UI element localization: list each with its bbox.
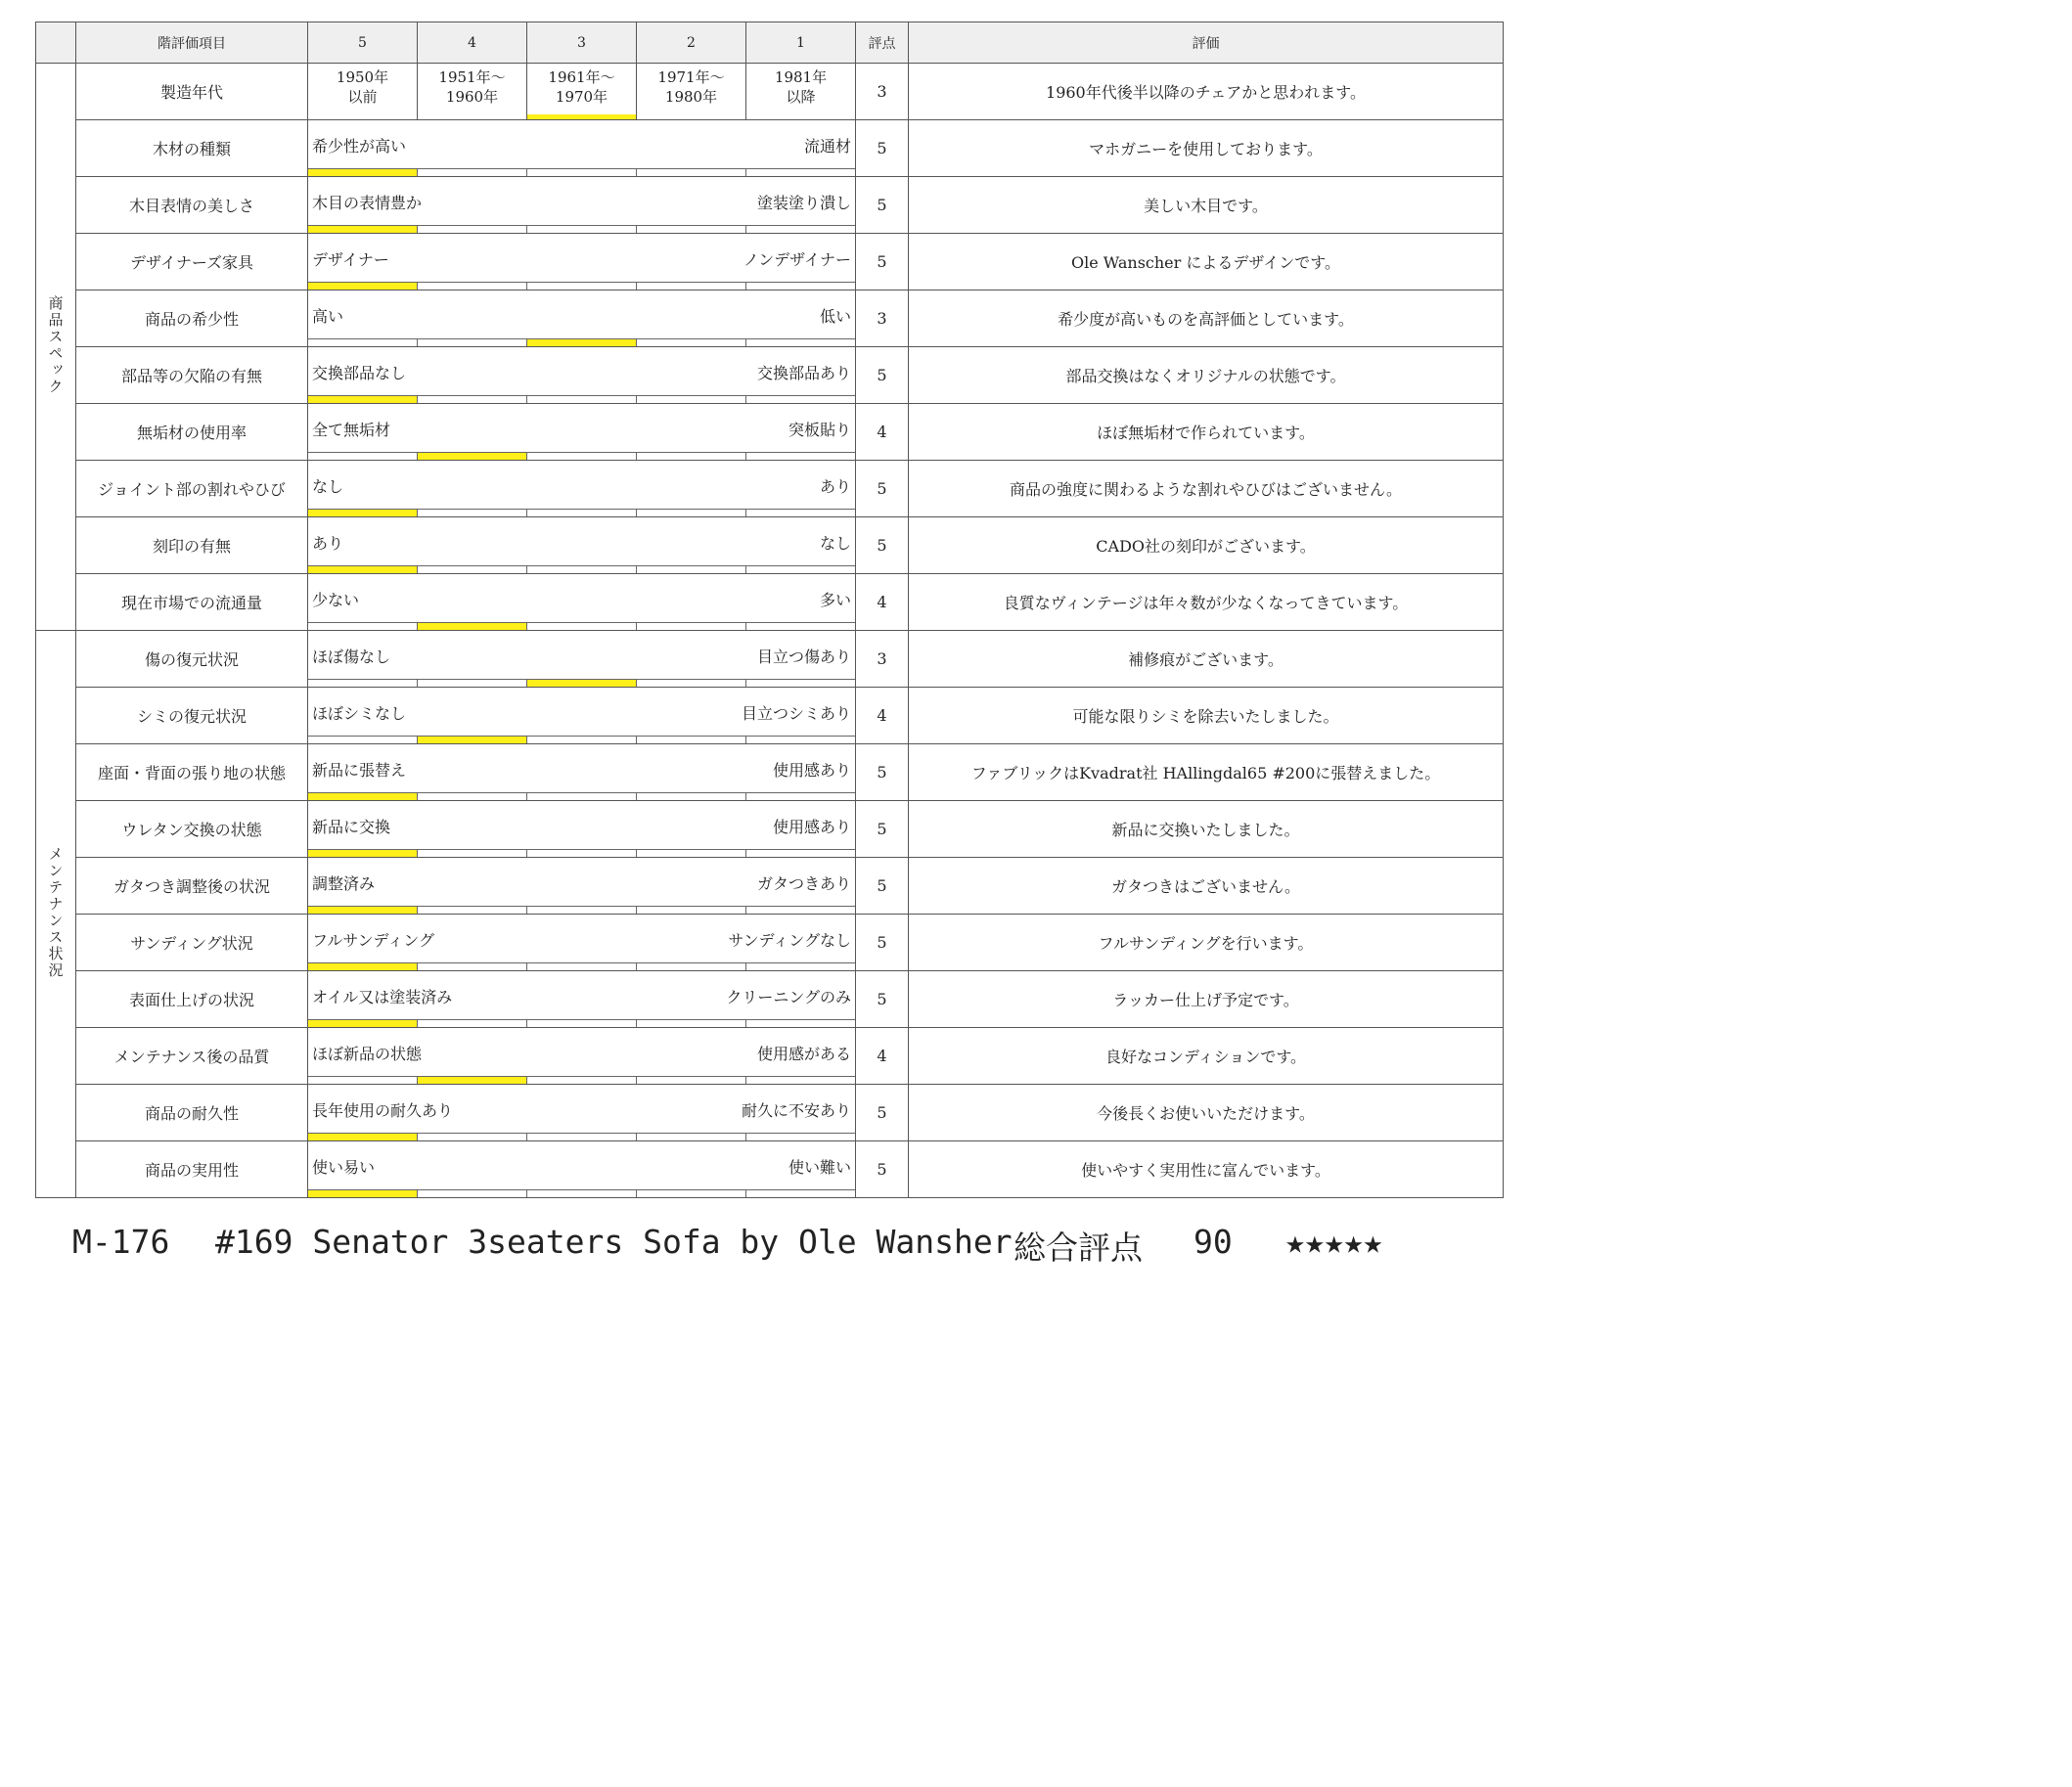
scale-level-2: [636, 680, 745, 687]
rating-row-comment: CADO社の刻印がございます。: [909, 517, 1504, 574]
rating-row-label: 部品等の欠陥の有無: [76, 347, 308, 404]
scale-level-1: [745, 963, 855, 970]
rating-row-comment: 今後長くお使いいただけます。: [909, 1085, 1504, 1141]
scale-level-2: [636, 1190, 745, 1197]
header-evaluation: 評価: [909, 22, 1504, 64]
scale-right-label: 低い: [819, 307, 851, 326]
scale-right-label: あり: [819, 477, 851, 496]
rating-row: [36, 290, 1504, 347]
scale-level-3: [526, 963, 636, 970]
scale-level-4: [417, 907, 526, 914]
evaluation-table: [35, 22, 1504, 1198]
year-period-text: 1981年 以降: [774, 68, 828, 106]
scale-level-2: [636, 963, 745, 970]
scale-ticks: [308, 282, 855, 290]
scale-level-3: [526, 907, 636, 914]
scale-left-label: 高い: [312, 307, 344, 326]
scale-level-1: [745, 566, 855, 573]
rating-row-comment: 希少度が高いものを高評価としています。: [909, 290, 1504, 347]
scale-level-4: [417, 680, 526, 687]
year-row-score: 3: [856, 64, 909, 120]
rating-row-comment: 部品交換はなくオリジナルの状態です。: [909, 347, 1504, 404]
scale-level-5: [308, 396, 417, 403]
scale-level-5: [308, 680, 417, 687]
rating-scale: [308, 461, 856, 517]
scale-level-2: [636, 623, 745, 630]
rating-row-comment: ガタつきはございません。: [909, 858, 1504, 915]
rating-row-label: 刻印の有無: [76, 517, 308, 574]
year-period-text: 1961年～ 1970年: [548, 68, 615, 106]
rating-row-label: シミの復元状況: [76, 688, 308, 744]
rating-row: [36, 744, 1504, 801]
rating-row-comment: 商品の強度に関わるような割れやひびはございません。: [909, 461, 1504, 517]
rating-scale: [308, 915, 856, 971]
scale-right-label: 使用感がある: [756, 1045, 851, 1063]
scale-level-4: [417, 963, 526, 970]
year-period-4: [418, 64, 527, 120]
rating-row: [36, 1141, 1504, 1198]
scale-left-label: ほぼシミなし: [312, 704, 407, 723]
rating-row-score: 5: [856, 461, 909, 517]
scale-level-3: [526, 566, 636, 573]
rating-row: [36, 631, 1504, 688]
rating-row: [36, 1028, 1504, 1085]
header-level-5: 5: [308, 22, 418, 64]
scale-left-label: 交換部品なし: [312, 364, 407, 382]
scale-level-2: [636, 850, 745, 857]
scale-ticks: [308, 1133, 855, 1140]
scale-level-5: [308, 737, 417, 743]
rating-row-label: ジョイント部の割れやひび: [76, 461, 308, 517]
scale-left-label: 木目の表情豊か: [312, 194, 423, 212]
scale-left-label: 新品に交換: [312, 818, 391, 836]
scale-ticks: [308, 509, 855, 516]
rating-row: [36, 971, 1504, 1028]
year-period-1: [746, 64, 856, 120]
rating-row-label: デザイナーズ家具: [76, 234, 308, 290]
scale-level-1: [745, 169, 855, 176]
scale-level-5: [308, 1190, 417, 1197]
rating-row: [36, 1085, 1504, 1141]
rating-row-label: 商品の希少性: [76, 290, 308, 347]
rating-row-comment: 良質なヴィンテージは年々数が少なくなってきています。: [909, 574, 1504, 631]
scale-level-1: [745, 283, 855, 290]
scale-level-1: [745, 226, 855, 233]
rating-scale: [308, 404, 856, 461]
category-spec-label: 商品スペック: [46, 294, 65, 395]
scale-right-label: なし: [819, 534, 851, 553]
scale-level-4: [417, 737, 526, 743]
scale-level-2: [636, 339, 745, 346]
year-level-bar: [418, 114, 526, 119]
scale-level-2: [636, 226, 745, 233]
scale-level-5: [308, 1077, 417, 1084]
scale-level-4: [417, 566, 526, 573]
rating-row: [36, 234, 1504, 290]
rating-row-score: 3: [856, 631, 909, 688]
scale-level-3: [526, 623, 636, 630]
rating-row-label: 無垢材の使用率: [76, 404, 308, 461]
scale-right-label: 塗装塗り潰し: [756, 194, 851, 212]
rating-row: [36, 688, 1504, 744]
rating-row-score: 5: [856, 347, 909, 404]
total-score-value: 90: [1194, 1223, 1233, 1261]
header-item: 階評価項目: [76, 22, 308, 64]
rating-scale: [308, 120, 856, 177]
scale-ticks: [308, 452, 855, 460]
scale-ticks: [308, 679, 855, 687]
rating-row-comment: フルサンディングを行います。: [909, 915, 1504, 971]
scale-right-label: 突板貼り: [788, 421, 851, 439]
rating-row-score: 5: [856, 915, 909, 971]
scale-right-label: 使い難い: [788, 1158, 851, 1177]
scale-right-label: サンディングなし: [728, 931, 851, 950]
scale-level-4: [417, 1077, 526, 1084]
rating-row-score: 3: [856, 290, 909, 347]
scale-level-2: [636, 169, 745, 176]
year-level-bar: [637, 114, 745, 119]
header-level-1: 1: [746, 22, 856, 64]
scale-level-1: [745, 339, 855, 346]
rating-row-score: 5: [856, 517, 909, 574]
rating-row: [36, 517, 1504, 574]
scale-right-label: ノンデザイナー: [743, 250, 851, 269]
year-row-comment: 1960年代後半以降のチェアかと思われます。: [909, 64, 1504, 120]
year-row-label: 製造年代: [76, 64, 308, 120]
scale-right-label: 交換部品あり: [756, 364, 851, 382]
scale-level-4: [417, 510, 526, 516]
year-period-text: 1950年 以前: [336, 68, 389, 106]
scale-level-3: [526, 1077, 636, 1084]
scale-ticks: [308, 792, 855, 800]
scale-level-4: [417, 283, 526, 290]
scale-level-3: [526, 680, 636, 687]
scale-level-1: [745, 1190, 855, 1197]
scale-level-3: [526, 339, 636, 346]
rating-scale: [308, 234, 856, 290]
scale-ticks: [308, 622, 855, 630]
rating-row: [36, 404, 1504, 461]
rating-row-label: 傷の復元状況: [76, 631, 308, 688]
rating-row-comment: 可能な限りシミを除去いたしました。: [909, 688, 1504, 744]
scale-ticks: [308, 225, 855, 233]
rating-scale: [308, 631, 856, 688]
star-rating: ★★★★★: [1285, 1223, 1383, 1261]
scale-level-3: [526, 226, 636, 233]
rating-scale: [308, 517, 856, 574]
scale-right-label: 使用感あり: [772, 761, 851, 780]
rating-row-label: サンディング状況: [76, 915, 308, 971]
scale-left-label: ほぼ傷なし: [312, 648, 391, 666]
rating-scale: [308, 1141, 856, 1198]
year-level-bar: [746, 114, 855, 119]
rating-row-score: 4: [856, 574, 909, 631]
rating-row: [36, 347, 1504, 404]
rating-scale: [308, 1085, 856, 1141]
header-blank: [36, 22, 76, 64]
scale-left-label: デザイナー: [312, 250, 389, 269]
scale-level-4: [417, 850, 526, 857]
scale-level-2: [636, 396, 745, 403]
rating-row: [36, 915, 1504, 971]
year-period-5: [308, 64, 418, 120]
scale-level-3: [526, 510, 636, 516]
scale-right-label: 耐久に不安あり: [741, 1101, 851, 1120]
rating-row: [36, 858, 1504, 915]
rating-row-comment: 良好なコンディションです。: [909, 1028, 1504, 1085]
header-level-3: 3: [527, 22, 637, 64]
rating-row-label: 現在市場での流通量: [76, 574, 308, 631]
year-period-2: [637, 64, 746, 120]
rating-scale: [308, 1028, 856, 1085]
rating-row-comment: マホガニーを使用しております。: [909, 120, 1504, 177]
scale-level-5: [308, 793, 417, 800]
rating-row-score: 4: [856, 688, 909, 744]
rating-row-score: 4: [856, 1028, 909, 1085]
header-level-4: 4: [418, 22, 527, 64]
scale-level-5: [308, 169, 417, 176]
rating-row-label: ウレタン交換の状態: [76, 801, 308, 858]
rating-row-label: メンテナンス後の品質: [76, 1028, 308, 1085]
rating-scale: [308, 574, 856, 631]
rating-row-label: 木目表情の美しさ: [76, 177, 308, 234]
scale-right-label: ガタつきあり: [756, 874, 851, 893]
scale-level-4: [417, 1020, 526, 1027]
scale-level-2: [636, 1134, 745, 1140]
scale-ticks: [308, 168, 855, 176]
rating-row-score: 5: [856, 1085, 909, 1141]
rating-row-label: 表面仕上げの状況: [76, 971, 308, 1028]
rating-row-score: 5: [856, 744, 909, 801]
year-level-bar: [308, 114, 417, 119]
year-level-bar: [527, 114, 636, 119]
scale-level-4: [417, 169, 526, 176]
scale-level-5: [308, 963, 417, 970]
rating-scale: [308, 858, 856, 915]
rating-row: [36, 120, 1504, 177]
scale-level-4: [417, 396, 526, 403]
scale-level-1: [745, 737, 855, 743]
scale-ticks: [308, 1076, 855, 1084]
rating-row-label: 木材の種類: [76, 120, 308, 177]
scale-left-label: 長年使用の耐久あり: [312, 1101, 454, 1120]
scale-right-label: 目立つシミあり: [741, 704, 851, 723]
scale-level-5: [308, 283, 417, 290]
rating-scale: [308, 688, 856, 744]
product-code: M-176: [72, 1223, 170, 1261]
scale-level-2: [636, 510, 745, 516]
scale-level-4: [417, 339, 526, 346]
scale-ticks: [308, 1019, 855, 1027]
scale-level-3: [526, 396, 636, 403]
scale-level-2: [636, 737, 745, 743]
year-row: [36, 64, 1504, 120]
category-maintenance: [36, 631, 76, 1198]
scale-level-1: [745, 1020, 855, 1027]
scale-level-5: [308, 850, 417, 857]
scale-level-3: [526, 793, 636, 800]
scale-level-5: [308, 907, 417, 914]
rating-row-label: ガタつき調整後の状況: [76, 858, 308, 915]
rating-row-comment: Ole Wanscher によるデザインです。: [909, 234, 1504, 290]
total-score-label: 総合評点: [1013, 1229, 1143, 1267]
scale-left-label: なし: [312, 477, 344, 496]
scale-right-label: 目立つ傷あり: [756, 648, 851, 666]
scale-level-1: [745, 1134, 855, 1140]
scale-level-5: [308, 339, 417, 346]
rating-row-comment: ファブリックはKvadrat社 HAllingdal65 #200に張替えました。: [909, 744, 1504, 801]
scale-level-1: [745, 680, 855, 687]
scale-level-3: [526, 850, 636, 857]
scale-level-2: [636, 793, 745, 800]
scale-level-1: [745, 623, 855, 630]
scale-right-label: クリーニングのみ: [726, 988, 851, 1006]
scale-ticks: [308, 736, 855, 743]
rating-row-label: 商品の耐久性: [76, 1085, 308, 1141]
scale-ticks: [308, 395, 855, 403]
footer: [72, 1223, 1481, 1266]
scale-left-label: 全て無垢材: [312, 421, 391, 439]
scale-level-4: [417, 453, 526, 460]
scale-right-label: 多い: [819, 591, 851, 609]
header-row: [36, 22, 1504, 64]
rating-row-score: 5: [856, 971, 909, 1028]
scale-left-label: 希少性が高い: [312, 137, 407, 156]
scale-right-label: 使用感あり: [772, 818, 851, 836]
rating-scale: [308, 744, 856, 801]
header-level-2: 2: [637, 22, 746, 64]
scale-level-1: [745, 396, 855, 403]
scale-level-1: [745, 907, 855, 914]
scale-left-label: オイル又は塗装済み: [312, 988, 453, 1006]
rating-row-comment: ラッカー仕上げ予定です。: [909, 971, 1504, 1028]
scale-level-2: [636, 283, 745, 290]
scale-level-2: [636, 1020, 745, 1027]
rating-scale: [308, 177, 856, 234]
scale-level-1: [745, 1077, 855, 1084]
rating-row-score: 5: [856, 858, 909, 915]
scale-left-label: ほぼ新品の状態: [312, 1045, 423, 1063]
scale-level-3: [526, 453, 636, 460]
scale-level-2: [636, 566, 745, 573]
scale-ticks: [308, 906, 855, 914]
scale-level-5: [308, 226, 417, 233]
rating-row-comment: 美しい木目です。: [909, 177, 1504, 234]
product-name: #169 Senator 3seaters Sofa by Ole Wansher: [215, 1223, 1013, 1261]
scale-level-5: [308, 623, 417, 630]
rating-row-comment: ほぼ無垢材で作られています。: [909, 404, 1504, 461]
scale-level-5: [308, 453, 417, 460]
scale-ticks: [308, 962, 855, 970]
scale-level-4: [417, 1190, 526, 1197]
scale-level-2: [636, 907, 745, 914]
scale-left-label: 調整済み: [312, 874, 376, 893]
rating-row: [36, 461, 1504, 517]
scale-level-3: [526, 1020, 636, 1027]
rating-scale: [308, 290, 856, 347]
scale-ticks: [308, 338, 855, 346]
category-maintenance-label: メンテナンス状況: [46, 845, 65, 979]
year-period-3: [527, 64, 637, 120]
scale-level-5: [308, 1134, 417, 1140]
scale-level-3: [526, 169, 636, 176]
scale-level-4: [417, 623, 526, 630]
rating-row-comment: 補修痕がございます。: [909, 631, 1504, 688]
scale-level-2: [636, 1077, 745, 1084]
scale-ticks: [308, 565, 855, 573]
scale-level-5: [308, 1020, 417, 1027]
rating-row: [36, 574, 1504, 631]
rating-row-score: 5: [856, 120, 909, 177]
year-period-text: 1971年～ 1980年: [657, 68, 725, 106]
rating-row: [36, 801, 1504, 858]
rating-row-comment: 新品に交換いたしました。: [909, 801, 1504, 858]
scale-level-3: [526, 1134, 636, 1140]
scale-level-3: [526, 737, 636, 743]
rating-row-score: 5: [856, 234, 909, 290]
rating-scale: [308, 347, 856, 404]
scale-level-4: [417, 793, 526, 800]
rating-row-label: 座面・背面の張り地の状態: [76, 744, 308, 801]
year-period-text: 1951年～ 1960年: [438, 68, 506, 106]
scale-level-3: [526, 283, 636, 290]
scale-ticks: [308, 1189, 855, 1197]
scale-level-4: [417, 226, 526, 233]
scale-left-label: フルサンディング: [312, 931, 434, 950]
scale-right-label: 流通材: [803, 137, 851, 156]
scale-level-1: [745, 793, 855, 800]
scale-left-label: あり: [312, 534, 344, 553]
rating-scale: [308, 971, 856, 1028]
scale-level-3: [526, 1190, 636, 1197]
scale-level-1: [745, 453, 855, 460]
scale-level-5: [308, 510, 417, 516]
scale-ticks: [308, 849, 855, 857]
scale-left-label: 新品に張替え: [312, 761, 407, 780]
rating-row: [36, 177, 1504, 234]
rating-row-score: 5: [856, 177, 909, 234]
scale-left-label: 使い易い: [312, 1158, 376, 1177]
rating-row-score: 5: [856, 1141, 909, 1198]
rating-scale: [308, 801, 856, 858]
scale-level-1: [745, 850, 855, 857]
scale-level-2: [636, 453, 745, 460]
scale-level-4: [417, 1134, 526, 1140]
rating-row-label: 商品の実用性: [76, 1141, 308, 1198]
rating-row-score: 4: [856, 404, 909, 461]
header-score: 評点: [856, 22, 909, 64]
rating-row-score: 5: [856, 801, 909, 858]
category-spec: [36, 64, 76, 631]
scale-level-1: [745, 510, 855, 516]
scale-left-label: 少ない: [312, 591, 360, 609]
rating-row-comment: 使いやすく実用性に富んでいます。: [909, 1141, 1504, 1198]
scale-level-5: [308, 566, 417, 573]
